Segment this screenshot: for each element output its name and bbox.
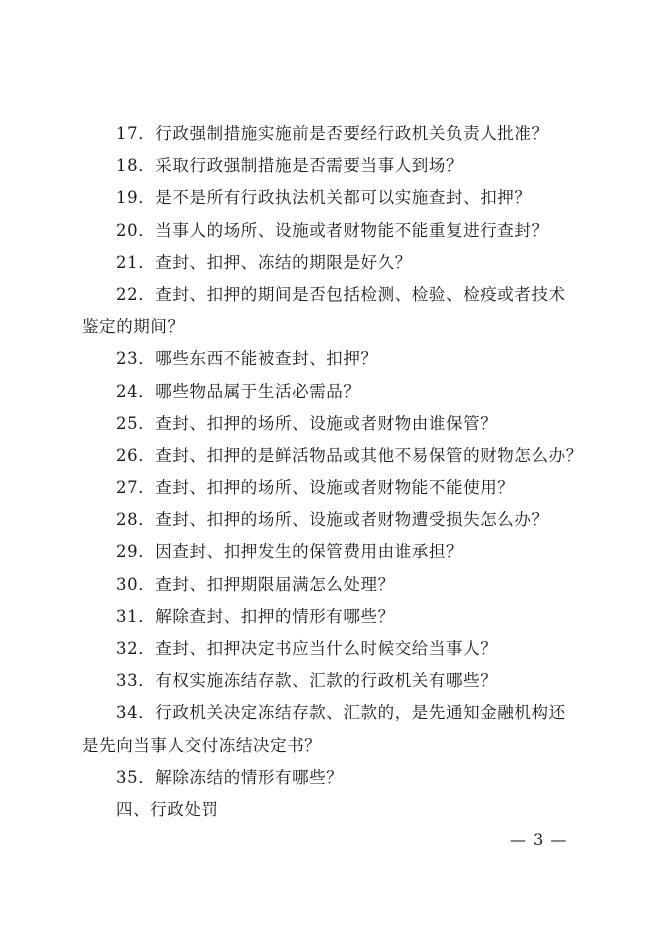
question-25: 25．查封、扣押的场所、设施或者财物由谁保管？ (116, 413, 498, 433)
question-31: 31．解除查封、扣押的情形有哪些？ (116, 606, 395, 626)
question-26: 26．查封、扣押的是鲜活物品或其他不易保管的财物怎么办？ (116, 445, 583, 465)
question-17: 17．行政强制措施实施前是否要经行政机关负责人批准？ (116, 124, 549, 143)
question-22-continued: 鉴定的期间？ (82, 317, 185, 337)
question-21: 21．查封、扣押、冻结的期限是好久？ (116, 252, 412, 272)
section-heading: 四、行政处罚 (116, 799, 219, 819)
question-30: 30．查封、扣押期限届满怎么处理？ (116, 574, 395, 594)
question-34: 34．行政机关决定冻结存款、汇款的，是先通知金融机构还 (116, 703, 566, 723)
question-32: 32．查封、扣押决定书应当什么时候交给当事人？ (116, 639, 498, 658)
document-body (82, 118, 582, 826)
question-35: 35．解除冻结的情形有哪些？ (116, 767, 344, 787)
question-27: 27．查封、扣押的场所、设施或者财物能不能使用？ (116, 478, 515, 498)
question-29: 29．因查封、扣押发生的保管费用由谁承担？ (116, 542, 464, 562)
question-33: 33．有权实施冻结存款、汇款的行政机关有哪些？ (116, 671, 498, 691)
question-20: 20．当事人的场所、设施或者财物能不能重复进行查封？ (116, 220, 549, 240)
question-23: 23．哪些东西不能被查封、扣押？ (116, 349, 378, 369)
question-19: 19．是不是所有行政执法机关都可以实施查封、扣押？ (116, 188, 532, 208)
page-number: — 3 — (510, 830, 568, 849)
question-24: 24．哪些物品属于生活必需品？ (116, 381, 361, 401)
question-22: 22．查封、扣押的期间是否包括检测、检验、检疫或者技术 (116, 284, 566, 304)
question-34-continued: 是先向当事人交付冻结决定书？ (82, 735, 322, 755)
question-28: 28．查封、扣押的场所、设施或者财物遭受损失怎么办？ (116, 510, 549, 530)
question-18: 18．采取行政强制措施是否需要当事人到场？ (116, 156, 464, 176)
